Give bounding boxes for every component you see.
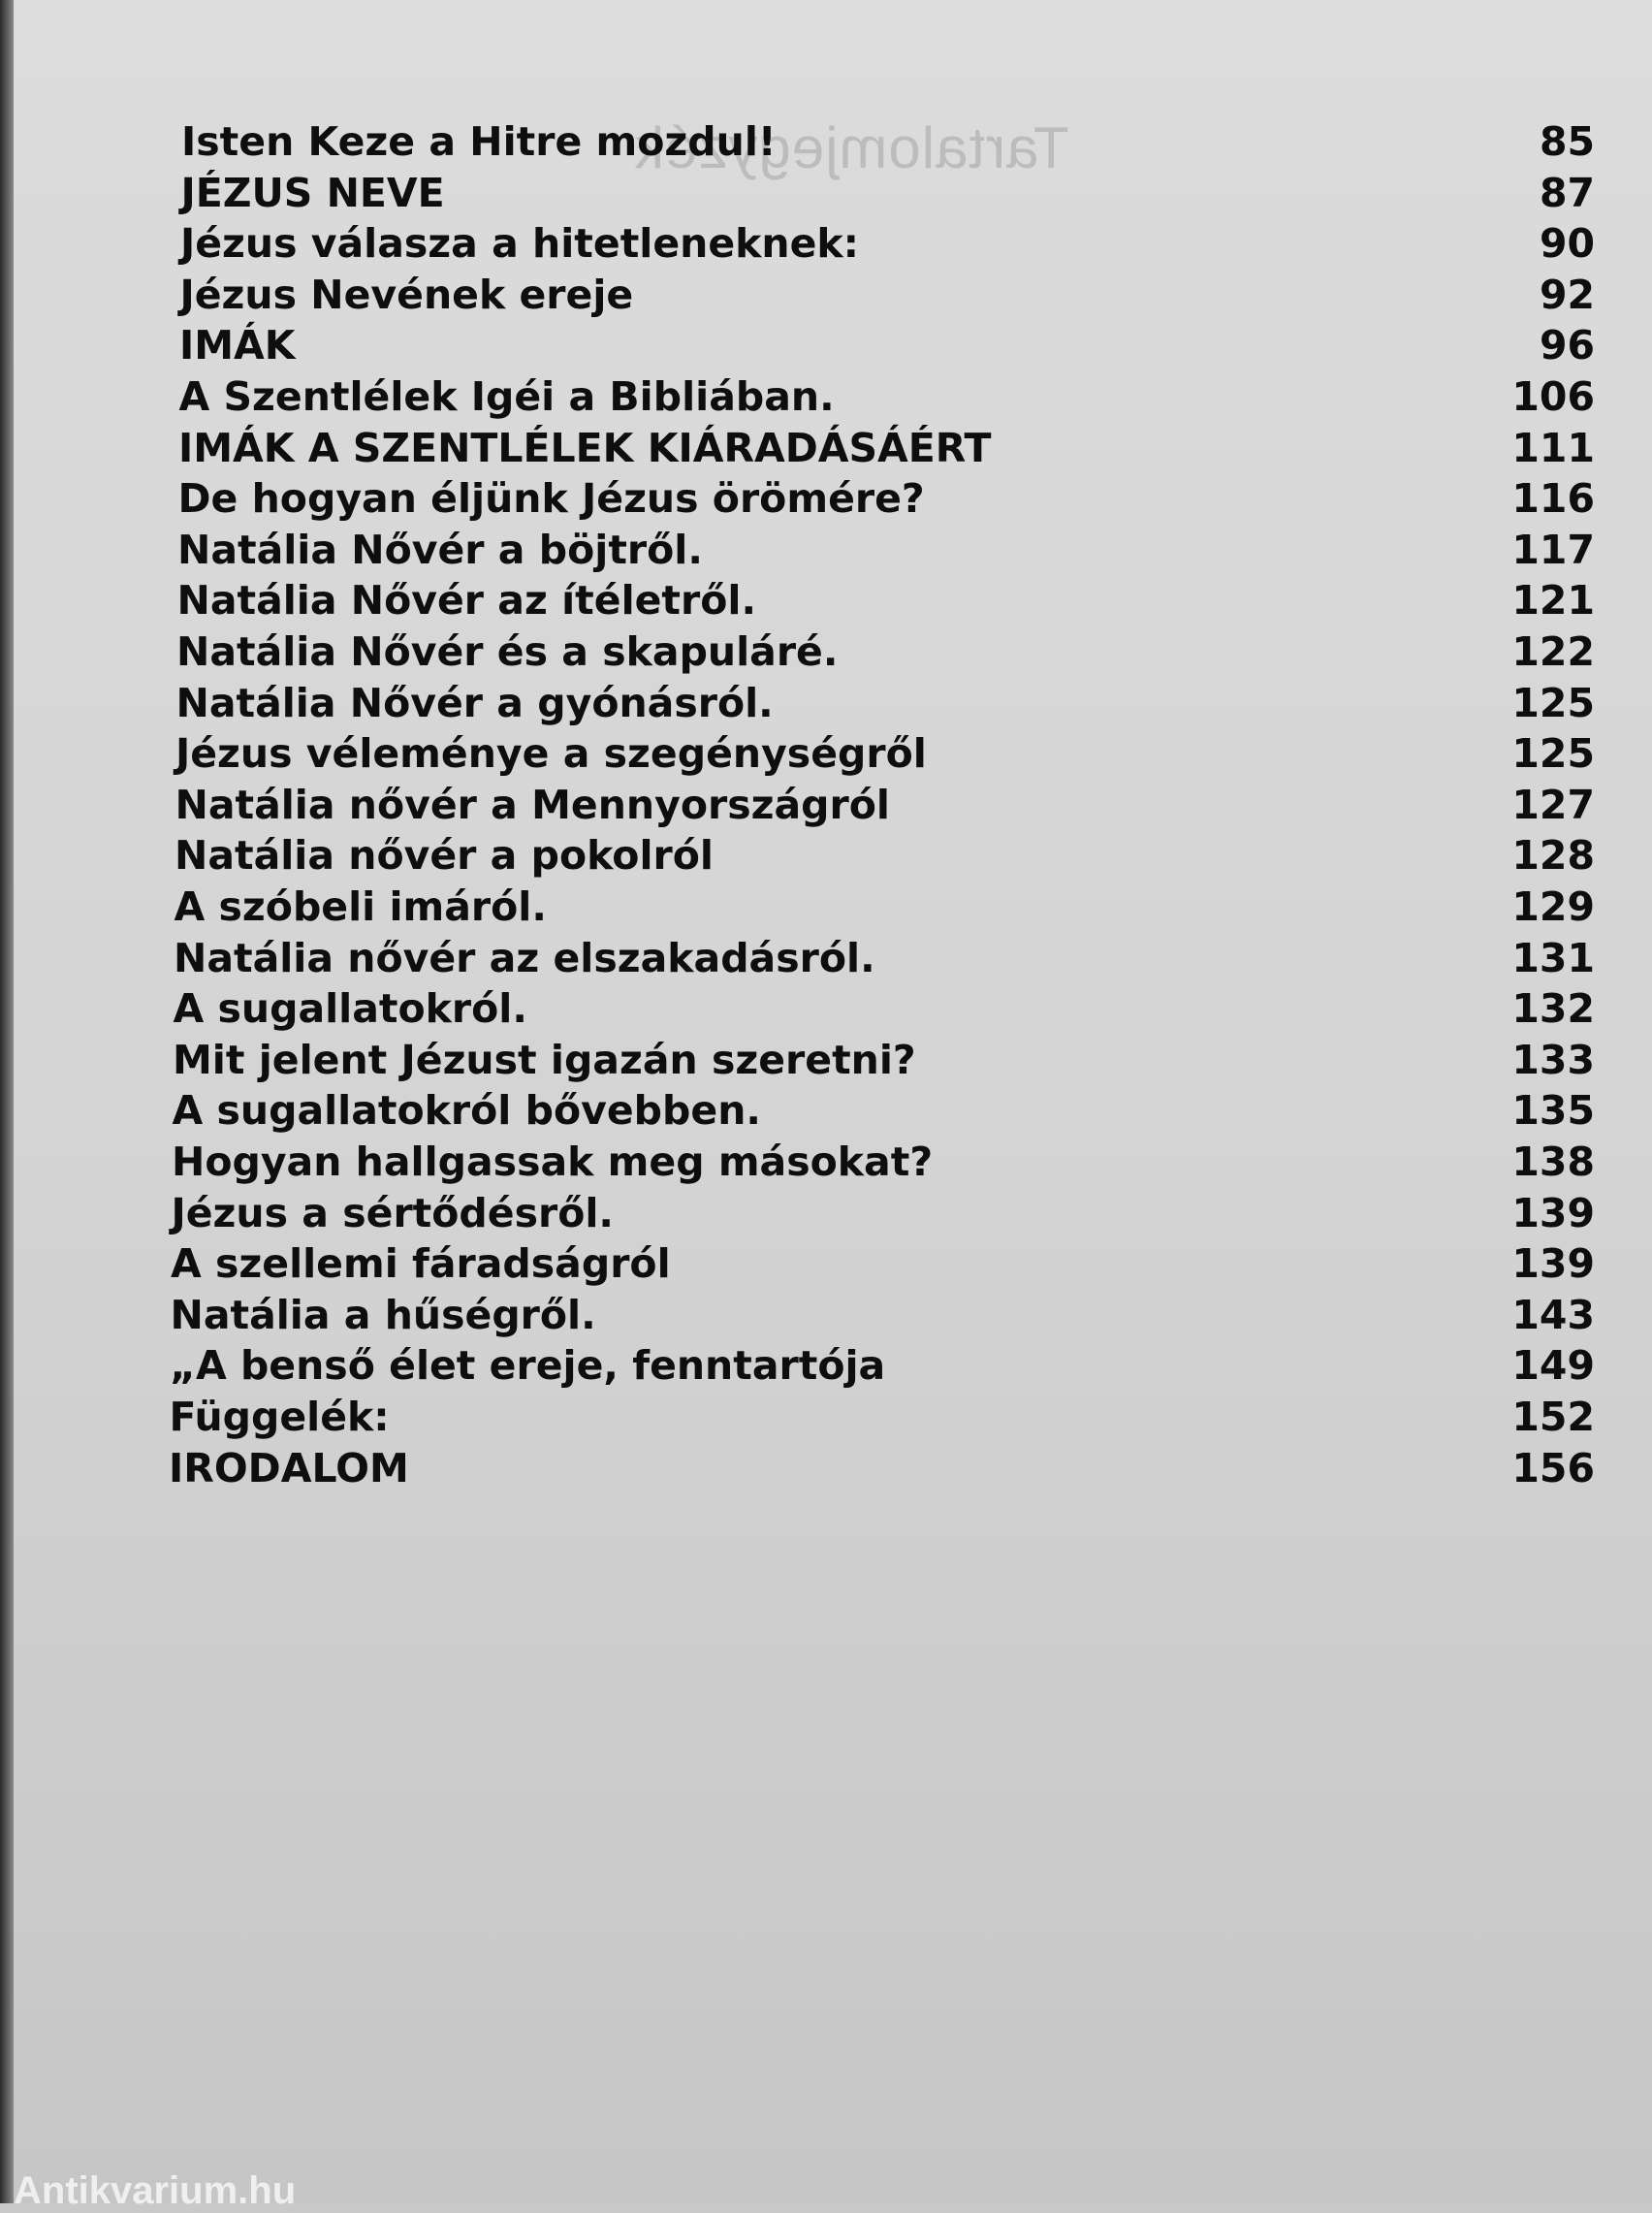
toc-entry-title: Isten Keze a Hitre mozdul! [181, 118, 777, 165]
toc-entry-title: Hogyan hallgassak meg másokat? [172, 1139, 934, 1185]
toc-entry-title: IRODALOM [169, 1444, 409, 1491]
toc-entry-page-number: 106 [1511, 373, 1595, 420]
toc-entry-title: Natália nővér a Mennyországról [175, 781, 890, 828]
toc-entry-title: Natália nővér a pokolról [175, 832, 714, 880]
toc-entry-page-number: 117 [1511, 526, 1595, 573]
toc-entry-page-number: 135 [1511, 1087, 1595, 1135]
toc-entry-title: Jézus véleménye a szegénységről [175, 730, 927, 778]
toc-entry-title: „A benső élet ereje, fenntartója [170, 1342, 886, 1390]
toc-entry-title: JÉZUS NEVE [180, 169, 445, 216]
toc-entry-title: IMÁK A SZENTLÉLEK KIÁRADÁSÁÉRT [178, 424, 992, 471]
toc-entry-page-number: 121 [1511, 577, 1595, 625]
toc-entry-title: Jézus válasza a hitetleneknek: [180, 220, 860, 268]
toc-entry-page-number: 132 [1511, 985, 1595, 1033]
toc-entry-page-number: 128 [1511, 832, 1595, 880]
toc-entry-page-number: 131 [1511, 934, 1595, 981]
book-page [14, 0, 1652, 2212]
toc-entry-page-number: 149 [1511, 1342, 1595, 1390]
toc-entry-title: Natália a hűségről. [170, 1291, 596, 1338]
toc-entry-page-number: 122 [1511, 628, 1595, 675]
toc-entry-title: Natália Nővér az ítéletről. [176, 577, 757, 625]
toc-entry-page-number: 87 [1539, 169, 1595, 216]
book-binding-edge [0, 0, 14, 2203]
toc-entry-title: A sugallatokról. [173, 985, 527, 1033]
toc-entry-title: IMÁK [179, 322, 296, 369]
toc-entry-page-number: 125 [1511, 730, 1595, 778]
toc-entry-page-number: 139 [1511, 1240, 1595, 1288]
toc-entry-page-number: 85 [1539, 118, 1595, 165]
table-of-contents [14, 0, 1652, 2203]
toc-entry-title: Jézus a sértődésről. [171, 1189, 615, 1236]
toc-entry-title: De hogyan éljünk Jézus örömére? [177, 475, 925, 523]
toc-entry-page-number: 92 [1539, 271, 1595, 318]
toc-entry-page-number: 143 [1511, 1291, 1595, 1338]
show-through-heading: Tartalomjegyzék [634, 115, 1069, 180]
toc-entry-title: Jézus Nevének ereje [179, 271, 634, 318]
toc-entry-page-number: 139 [1511, 1189, 1595, 1236]
toc-entry-title: A szellemi fáradságról [171, 1240, 671, 1288]
watermark: Antikvarium.hu [14, 2169, 297, 2212]
toc-entry-page-number: 111 [1511, 424, 1595, 471]
toc-entry-page-number: 156 [1511, 1444, 1595, 1491]
toc-entry-title: Natália Nővér a gyónásról. [175, 679, 774, 726]
toc-entry-title: A Szentlélek Igéi a Bibliában. [178, 373, 835, 420]
toc-entry-page-number: 96 [1539, 322, 1595, 369]
toc-entry-page-number: 116 [1511, 475, 1595, 523]
toc-entry-title: Natália Nővér a böjtről. [177, 526, 703, 573]
toc-entry-title: Natália nővér az elszakadásról. [174, 934, 875, 981]
toc-entry-title: A sugallatokról bővebben. [172, 1087, 761, 1135]
toc-entry-title: Natália Nővér és a skapuláré. [176, 628, 839, 675]
toc-entry-page-number: 133 [1511, 1036, 1595, 1083]
toc-entry-title: Mit jelent Jézust igazán szeretni? [173, 1036, 916, 1083]
toc-entry [169, 1445, 1599, 1513]
toc-entry-title: A szóbeli imáról. [174, 883, 547, 930]
toc-entry-page-number: 152 [1511, 1394, 1595, 1440]
toc-entry-title: Függelék: [169, 1394, 390, 1440]
toc-entry-page-number: 127 [1511, 781, 1595, 828]
toc-entry-page-number: 138 [1511, 1139, 1595, 1185]
toc-entry-page-number: 129 [1511, 883, 1595, 930]
toc-entry-page-number: 125 [1511, 679, 1595, 726]
toc-entry-page-number: 90 [1539, 220, 1595, 268]
